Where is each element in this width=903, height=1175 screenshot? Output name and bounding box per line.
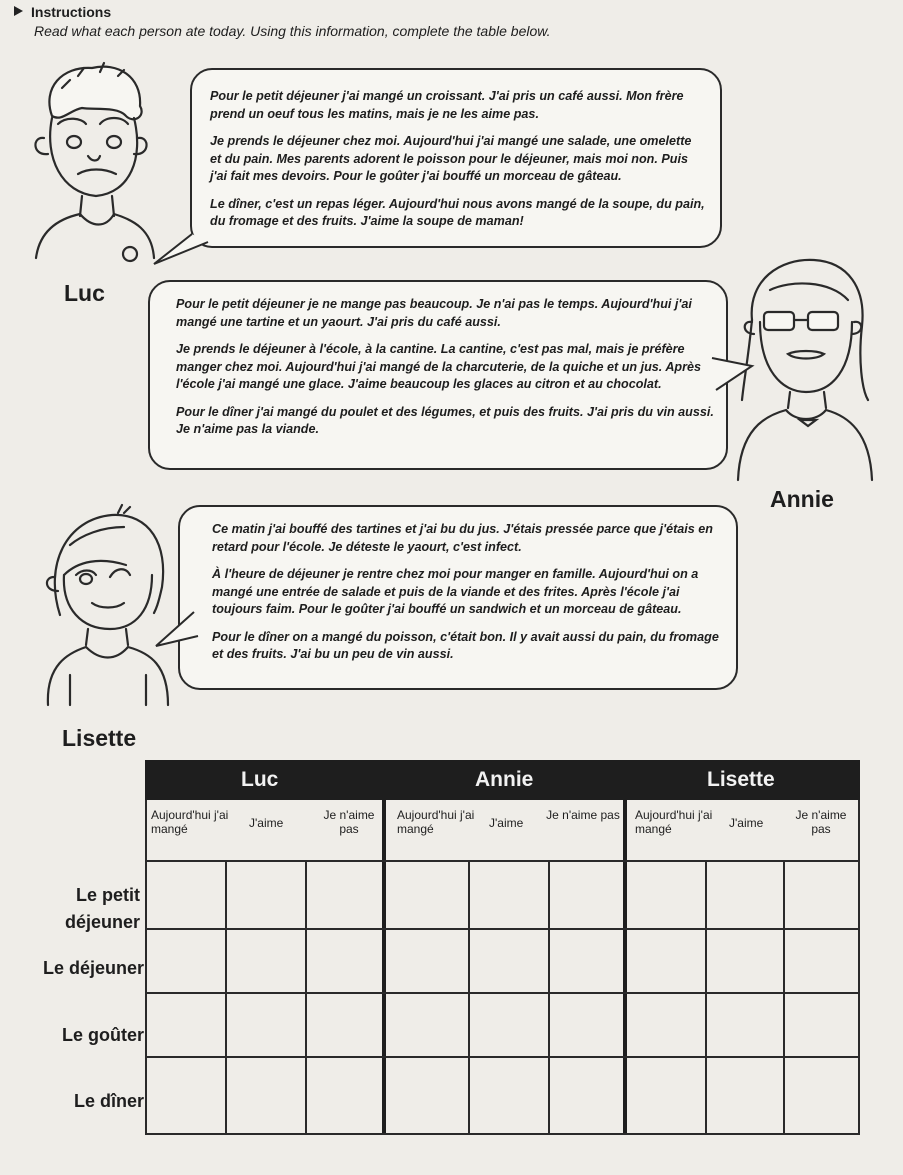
table-cell[interactable] [551,1059,620,1130]
table-cell[interactable] [385,995,465,1053]
lisette-bubble-tail [150,610,200,650]
row-label-gouter: Le goûter [61,1025,144,1045]
table-divider [225,860,227,1135]
luc-paragraph: Je prends le déjeuner chez moi. Aujourd'hui j'ai mangé une salade, une omelette et du pain. Mes parents adorent le poisson pour le déjeuner, mais moi non. Puis j'ai fait mes devoirs. Pour le goûter j'ai bouffé un morceau de gâteau. [210,134,692,183]
luc-illustration [22,58,162,278]
table-cell[interactable] [308,995,379,1053]
table-cell[interactable] [385,931,465,989]
table-cell[interactable] [708,931,780,989]
luc-paragraph: Pour le petit déjeuner j'ai mangé un croissant. J'ai pris un café aussi. Mon frère prend un oeuf tous les matins, mais je ne les aime pas. [210,89,684,121]
annie-paragraph: Pour le dîner j'ai mangé du poulet et des légumes, et puis des fruits. J'ai pris du vin aussi. Je n'aime pas la viande. [176,404,714,436]
table-person-annie: Annie [475,768,534,791]
table-border [145,800,147,1135]
table-cell[interactable] [148,931,222,989]
table-cell[interactable] [626,1059,702,1130]
table-divider [548,860,550,1135]
table-divider [145,860,860,862]
table-cell[interactable] [471,863,545,925]
col-header-dislike: Je n'aime pas [323,808,375,836]
meal-table [145,760,860,1135]
table-cell[interactable] [228,863,302,925]
row-label-diner: Le dîner [73,1091,144,1111]
table-divider [145,1056,860,1058]
table-cell[interactable] [308,863,379,925]
table-cell[interactable] [148,995,222,1053]
table-cell[interactable] [626,995,702,1053]
lisette-name: Lisette [62,725,137,751]
table-cell[interactable] [148,1059,222,1130]
lisette-paragraph: À l'heure de déjeuner je rentre chez moi pour manger en famille. Aujourd'hui on a mangé une entrée de salade et puis de la viande et des frites. Après l'école j'ai toujours faim. Pour le goûter j'ai bouffé un sandwich et un morceau de gâteau. [212,567,699,616]
table-cell[interactable] [471,931,545,989]
row-label-petit-dejeuner: Le petit déjeuner [64,885,140,932]
instructions-text: Read what each person ate today. Using this information, complete the table below. [34,23,551,39]
annie-paragraph: Je prends le déjeuner à l'école, à la cantine. La cantine, c'est pas mal, mais je préfère manger chez moi. Aujourd'hui j'ai mangé de la charcuterie, de la quiche et un jus. Après l'école j'ai mangé une glace. J'aime beaucoup les glaces au citron et au chocolat. [176,342,702,391]
annie-bubble-tail [706,356,756,396]
table-divider [145,928,860,930]
table-cell[interactable] [308,931,379,989]
annie-paragraph: Pour le petit déjeuner je ne mange pas beaucoup. Je n'ai pas le temps. Aujourd'hui j'ai mangé une tartine et un yaourt. J'ai pris du café aussi. [176,297,692,329]
table-cell[interactable] [551,995,620,1053]
table-cell[interactable] [786,995,855,1053]
col-header-like: J'aime [249,816,284,830]
table-border [858,800,860,1135]
table-cell[interactable] [551,863,620,925]
table-divider [145,992,860,994]
table-cell[interactable] [626,931,702,989]
annie-speech-bubble [148,280,728,470]
table-cell[interactable] [385,1059,465,1130]
table-cell[interactable] [626,863,702,925]
table-cell[interactable] [708,1059,780,1130]
table-person-luc: Luc [241,768,279,791]
table-divider [305,860,307,1135]
table-cell[interactable] [228,1059,302,1130]
lisette-paragraph: Ce matin j'ai bouffé des tartines et j'ai bu du jus. J'étais pressée parce que j'étais en retard pour l'école. Je déteste le yaourt, c'est infect. [212,522,713,554]
table-cell[interactable] [786,1059,855,1130]
table-cell[interactable] [786,863,855,925]
luc-bubble-tail [150,232,210,272]
col-header-like: J'aime [489,816,524,830]
col-header-ate: Aujourd'hui j'ai mangé [151,808,229,836]
col-header-ate: Aujourd'hui j'ai mangé [397,808,475,836]
lisette-speech-bubble [178,505,738,690]
luc-paragraph: Le dîner, c'est un repas léger. Aujourd'hui nous avons mangé de la soupe, du pain, du fromage et des fruits. J'aime la soupe de maman! [210,196,705,228]
table-cell[interactable] [228,995,302,1053]
table-cell[interactable] [148,863,222,925]
table-divider [468,860,470,1135]
triangle-bullet-icon [14,6,23,16]
table-cell[interactable] [471,1059,545,1130]
table-cell[interactable] [786,931,855,989]
luc-name: Luc [64,280,105,306]
table-cell[interactable] [708,995,780,1053]
table-border [145,1133,860,1135]
table-cell[interactable] [551,931,620,989]
instructions-heading-text: Instructions [31,4,112,20]
table-cell[interactable] [471,995,545,1053]
col-header-ate: Aujourd'hui j'ai mangé [635,808,713,836]
instructions-heading [14,4,111,20]
table-person-lisette: Lisette [707,768,775,791]
annie-name: Annie [770,486,834,512]
luc-speech-bubble [190,68,722,248]
table-cell[interactable] [385,863,465,925]
table-cell[interactable] [708,863,780,925]
col-header-dislike: Je n'aime pas [795,808,847,836]
table-cell[interactable] [228,931,302,989]
lisette-paragraph: Pour le dîner on a mangé du poisson, c'était bon. Il y avait aussi du pain, du fromage et des fruits. J'ai bu un peu de vin aussi. [212,629,719,661]
table-divider [783,860,785,1135]
col-header-dislike: Je n'aime pas [546,808,620,822]
col-header-like: J'aime [729,816,764,830]
row-label-dejeuner: Le déjeuner [42,958,144,978]
table-cell[interactable] [308,1059,379,1130]
table-divider [705,860,707,1135]
